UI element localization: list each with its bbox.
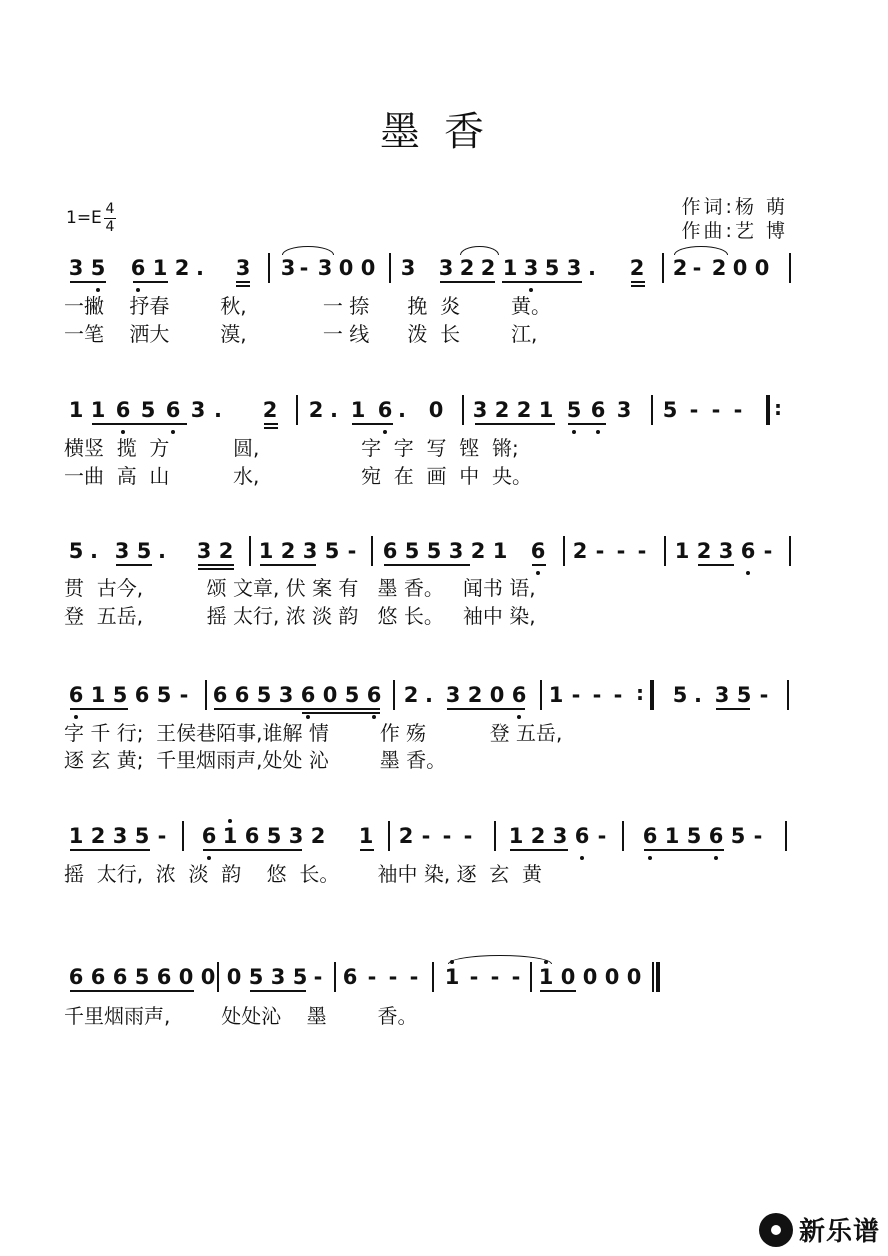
note: 3 — [278, 683, 294, 707]
note: 3 — [68, 256, 84, 280]
note: 6 — [134, 683, 150, 707]
note: - — [759, 683, 769, 707]
key-signature: 1=E — [66, 208, 102, 228]
tie-arc — [448, 955, 552, 964]
note: 5 — [248, 965, 264, 989]
note: 6 — [377, 398, 393, 422]
underline-sixteenth — [198, 568, 234, 570]
note: 2 — [467, 683, 483, 707]
lyric-line: 一撇 抒春 秋, 一 捺 挽 炎 黄。 — [64, 294, 552, 318]
note: 3 — [566, 256, 582, 280]
lyric-line: 一笔 洒大 漠, 一 线 泼 长 江, — [64, 322, 538, 346]
note: - — [597, 824, 607, 848]
underline-eighth — [360, 849, 374, 851]
barline — [217, 962, 219, 992]
lyric-line: 一曲 高 山 水, 宛 在 画 中 央。 — [64, 464, 532, 488]
note: 6 — [740, 539, 756, 563]
underline-eighth — [440, 281, 495, 283]
octave-dot-below — [572, 430, 576, 434]
barline — [540, 680, 542, 710]
note: 3 — [288, 824, 304, 848]
underline-eighth — [116, 564, 152, 566]
underline-eighth — [698, 564, 734, 566]
note: . — [214, 398, 222, 422]
note: 1 — [350, 398, 366, 422]
octave-dot-below — [580, 856, 584, 860]
octave-dot-below — [648, 856, 652, 860]
barline — [530, 962, 532, 992]
note: 5 — [136, 539, 152, 563]
barline — [787, 680, 789, 710]
barline — [462, 395, 464, 425]
note: 0 — [226, 965, 242, 989]
underline-eighth — [203, 849, 302, 851]
logo-text: 新乐谱 — [798, 1217, 880, 1247]
note: 3 — [235, 256, 251, 280]
tie-arc — [282, 246, 334, 255]
underline-eighth — [568, 423, 606, 425]
final-barline — [766, 395, 770, 425]
underline-sixteenth — [236, 285, 250, 287]
note: 6 — [300, 683, 316, 707]
note: 3 — [472, 398, 488, 422]
note: 5 — [730, 824, 746, 848]
note: 5 — [324, 539, 340, 563]
note: 2 — [672, 256, 688, 280]
note: 0 — [178, 965, 194, 989]
octave-dot-below — [536, 571, 540, 575]
octave-dot-below — [746, 571, 750, 575]
note: 1 — [222, 824, 238, 848]
note: 5 — [344, 683, 360, 707]
underline-eighth — [133, 281, 168, 283]
barline — [393, 680, 395, 710]
note: 3 — [112, 824, 128, 848]
barline — [651, 395, 653, 425]
note: 2 — [398, 824, 414, 848]
note: 1 — [674, 539, 690, 563]
lyric-line: 登 五岳, 摇 太行, 浓 淡 韵 悠 长。 袖中 染, — [64, 604, 536, 628]
note: . — [196, 256, 204, 280]
note: 6 — [212, 683, 228, 707]
underline-eighth — [540, 990, 576, 992]
note: 2 — [480, 256, 496, 280]
barline — [182, 821, 184, 851]
note: 3 — [190, 398, 206, 422]
underline-eighth — [214, 708, 380, 710]
note: 6 — [112, 965, 128, 989]
note: 1 — [538, 965, 554, 989]
note: 3 — [317, 256, 333, 280]
underline-eighth — [198, 564, 234, 566]
note: 3 — [302, 539, 318, 563]
underline-eighth — [510, 849, 568, 851]
note: 0 — [582, 965, 598, 989]
note: 3 — [552, 824, 568, 848]
note: 6 — [90, 965, 106, 989]
tie-arc — [460, 246, 499, 255]
note: 6 — [342, 965, 358, 989]
time-signature-top: 4 — [105, 201, 115, 217]
note: - — [313, 965, 323, 989]
lyric-line: 横竖 揽 方 圆, 字 字 写 铿 锵; — [64, 436, 519, 460]
octave-dot-below — [714, 856, 718, 860]
barline — [662, 253, 664, 283]
note: - — [469, 965, 479, 989]
note: 0 — [626, 965, 642, 989]
note: 0 — [200, 965, 216, 989]
barline — [785, 821, 787, 851]
lyric-line: 贯 古今, 颂 文章, 伏 案 有 墨 香。 闻书 语, — [64, 576, 536, 600]
note: 1 — [358, 824, 374, 848]
barline — [268, 253, 270, 283]
barline — [334, 962, 336, 992]
note: 1 — [502, 256, 518, 280]
underline-eighth — [644, 849, 724, 851]
note: 2 — [530, 824, 546, 848]
note: 0 — [322, 683, 338, 707]
barline — [664, 536, 666, 566]
underline-sixteenth — [264, 427, 278, 429]
note: 3 — [445, 683, 461, 707]
lyric-line: 千里烟雨声, 处处沁 墨 香。 — [64, 1004, 418, 1028]
note: - — [347, 539, 357, 563]
note: 3 — [448, 539, 464, 563]
note: 6 — [68, 965, 84, 989]
note: - — [616, 539, 626, 563]
note: 6 — [574, 824, 590, 848]
lyricist-credit: 作词:杨 萌 — [681, 196, 788, 218]
underline-eighth — [532, 564, 546, 566]
underline-eighth — [260, 564, 316, 566]
note: 5 — [672, 683, 688, 707]
site-logo[interactable] — [759, 1211, 880, 1248]
underline-eighth — [716, 708, 750, 710]
barline — [432, 962, 434, 992]
note: . — [425, 683, 433, 707]
record-disc-icon — [759, 1213, 793, 1247]
note: 2 — [696, 539, 712, 563]
note: 3 — [438, 256, 454, 280]
note: 6 — [130, 256, 146, 280]
note: . — [588, 256, 596, 280]
final-barline — [656, 962, 660, 992]
barline — [494, 821, 496, 851]
note: 1 — [90, 398, 106, 422]
note: 1 — [538, 398, 554, 422]
note: 2 — [516, 398, 532, 422]
note: - — [299, 256, 309, 280]
note: 5 — [404, 539, 420, 563]
underline-sixteenth — [631, 285, 645, 287]
note: 2 — [470, 539, 486, 563]
barline — [789, 536, 791, 566]
note: 3 — [280, 256, 296, 280]
barline — [371, 536, 373, 566]
note: 1 — [152, 256, 168, 280]
note: - — [592, 683, 602, 707]
note: 6 — [590, 398, 606, 422]
note: 5 — [736, 683, 752, 707]
note: 2 — [218, 539, 234, 563]
note: . — [90, 539, 98, 563]
note: 6 — [165, 398, 181, 422]
barline — [622, 821, 624, 851]
barline — [389, 253, 391, 283]
note: 6 — [642, 824, 658, 848]
barline — [652, 962, 654, 992]
note: . — [330, 398, 338, 422]
note: 3 — [114, 539, 130, 563]
note: 6 — [156, 965, 172, 989]
note: - — [571, 683, 581, 707]
note: 5 — [266, 824, 282, 848]
note: 2 — [310, 824, 326, 848]
lyric-line: 字 千 行; 王侯巷陌事,谁解 情 作 殇 登 五岳, — [64, 721, 563, 745]
underline-eighth — [70, 990, 194, 992]
note: - — [595, 539, 605, 563]
underline-sixteenth — [302, 712, 380, 714]
note: - — [763, 539, 773, 563]
note: 1 — [664, 824, 680, 848]
note: - — [463, 824, 473, 848]
note: - — [388, 965, 398, 989]
note: 1 — [68, 824, 84, 848]
note: 5 — [134, 824, 150, 848]
underline-eighth — [70, 849, 150, 851]
note: - — [511, 965, 521, 989]
note: 2 — [280, 539, 296, 563]
note: 5 — [686, 824, 702, 848]
note: 5 — [134, 965, 150, 989]
note: 5 — [90, 256, 106, 280]
barline — [388, 821, 390, 851]
note: 6 — [530, 539, 546, 563]
note: . — [398, 398, 406, 422]
note: 3 — [523, 256, 539, 280]
note: 1 — [444, 965, 460, 989]
composer-credit: 作曲:艺 博 — [681, 220, 788, 242]
note: 5 — [256, 683, 272, 707]
note: 6 — [68, 683, 84, 707]
note: . — [158, 539, 166, 563]
note: 0 — [732, 256, 748, 280]
note: 5 — [544, 256, 560, 280]
note: 6 — [201, 824, 217, 848]
note: 5 — [140, 398, 156, 422]
note: - — [179, 683, 189, 707]
octave-dot-above — [228, 819, 232, 823]
note: 1 — [508, 824, 524, 848]
note: - — [692, 256, 702, 280]
note: 0 — [489, 683, 505, 707]
note: 6 — [708, 824, 724, 848]
note: - — [157, 824, 167, 848]
barline — [205, 680, 207, 710]
note: 1 — [548, 683, 564, 707]
time-signature — [104, 202, 116, 235]
underline-eighth — [92, 423, 187, 425]
note: 5 — [112, 683, 128, 707]
note: 2 — [459, 256, 475, 280]
note: 2 — [308, 398, 324, 422]
note: 0 — [754, 256, 770, 280]
note: 1 — [258, 539, 274, 563]
note: 3 — [718, 539, 734, 563]
underline-eighth — [384, 564, 470, 566]
note: 1 — [492, 539, 508, 563]
note: 1 — [90, 683, 106, 707]
octave-dot-below — [596, 430, 600, 434]
note: 2 — [494, 398, 510, 422]
lyric-line: 摇 太行, 浓 淡 韵 悠 长。 袖中 染, 逐 玄 黄 — [64, 862, 543, 886]
note: 2 — [572, 539, 588, 563]
note: - — [689, 398, 699, 422]
note: 3 — [616, 398, 632, 422]
underline-eighth — [352, 423, 393, 425]
note: 2 — [403, 683, 419, 707]
note: 0 — [560, 965, 576, 989]
note: 6 — [115, 398, 131, 422]
lyric-line: 逐 玄 黄; 千里烟雨声,处处 沁 墨 香。 — [64, 748, 447, 772]
note: 2 — [262, 398, 278, 422]
note: - — [711, 398, 721, 422]
barline — [249, 536, 251, 566]
underline-eighth — [236, 281, 250, 283]
score-title: 墨香 — [380, 109, 508, 155]
note: 3 — [270, 965, 286, 989]
repeat-dots: : — [636, 681, 644, 705]
barline — [563, 536, 565, 566]
barline — [296, 395, 298, 425]
note: 3 — [196, 539, 212, 563]
barline — [789, 253, 791, 283]
note: - — [637, 539, 647, 563]
note: 6 — [234, 683, 250, 707]
note: 6 — [366, 683, 382, 707]
note: 0 — [428, 398, 444, 422]
note: - — [733, 398, 743, 422]
note: 2 — [174, 256, 190, 280]
note: 5 — [292, 965, 308, 989]
note: 0 — [360, 256, 376, 280]
note: 2 — [629, 256, 645, 280]
time-signature-bottom: 4 — [105, 219, 115, 235]
underline-eighth — [502, 281, 582, 283]
note: - — [442, 824, 452, 848]
note: 6 — [511, 683, 527, 707]
note: . — [694, 683, 702, 707]
underline-eighth — [631, 281, 645, 283]
tie-arc — [674, 246, 728, 255]
note: 2 — [90, 824, 106, 848]
note: 3 — [400, 256, 416, 280]
note: - — [421, 824, 431, 848]
note: 2 — [711, 256, 727, 280]
underline-eighth — [70, 281, 106, 283]
note: 6 — [244, 824, 260, 848]
underline-eighth — [447, 708, 525, 710]
note: 5 — [426, 539, 442, 563]
note: - — [613, 683, 623, 707]
note: 0 — [338, 256, 354, 280]
note: - — [367, 965, 377, 989]
note: - — [409, 965, 419, 989]
note: 5 — [68, 539, 84, 563]
note: - — [490, 965, 500, 989]
note: 5 — [156, 683, 172, 707]
note: 6 — [382, 539, 398, 563]
underline-eighth — [475, 423, 555, 425]
note: 1 — [68, 398, 84, 422]
underline-eighth — [250, 990, 306, 992]
note: 3 — [714, 683, 730, 707]
underline-eighth — [264, 423, 278, 425]
note: 0 — [604, 965, 620, 989]
final-barline — [650, 680, 654, 710]
note: - — [753, 824, 763, 848]
repeat-dots: : — [774, 396, 782, 420]
underline-eighth — [70, 708, 128, 710]
note: 5 — [566, 398, 582, 422]
note: 5 — [662, 398, 678, 422]
